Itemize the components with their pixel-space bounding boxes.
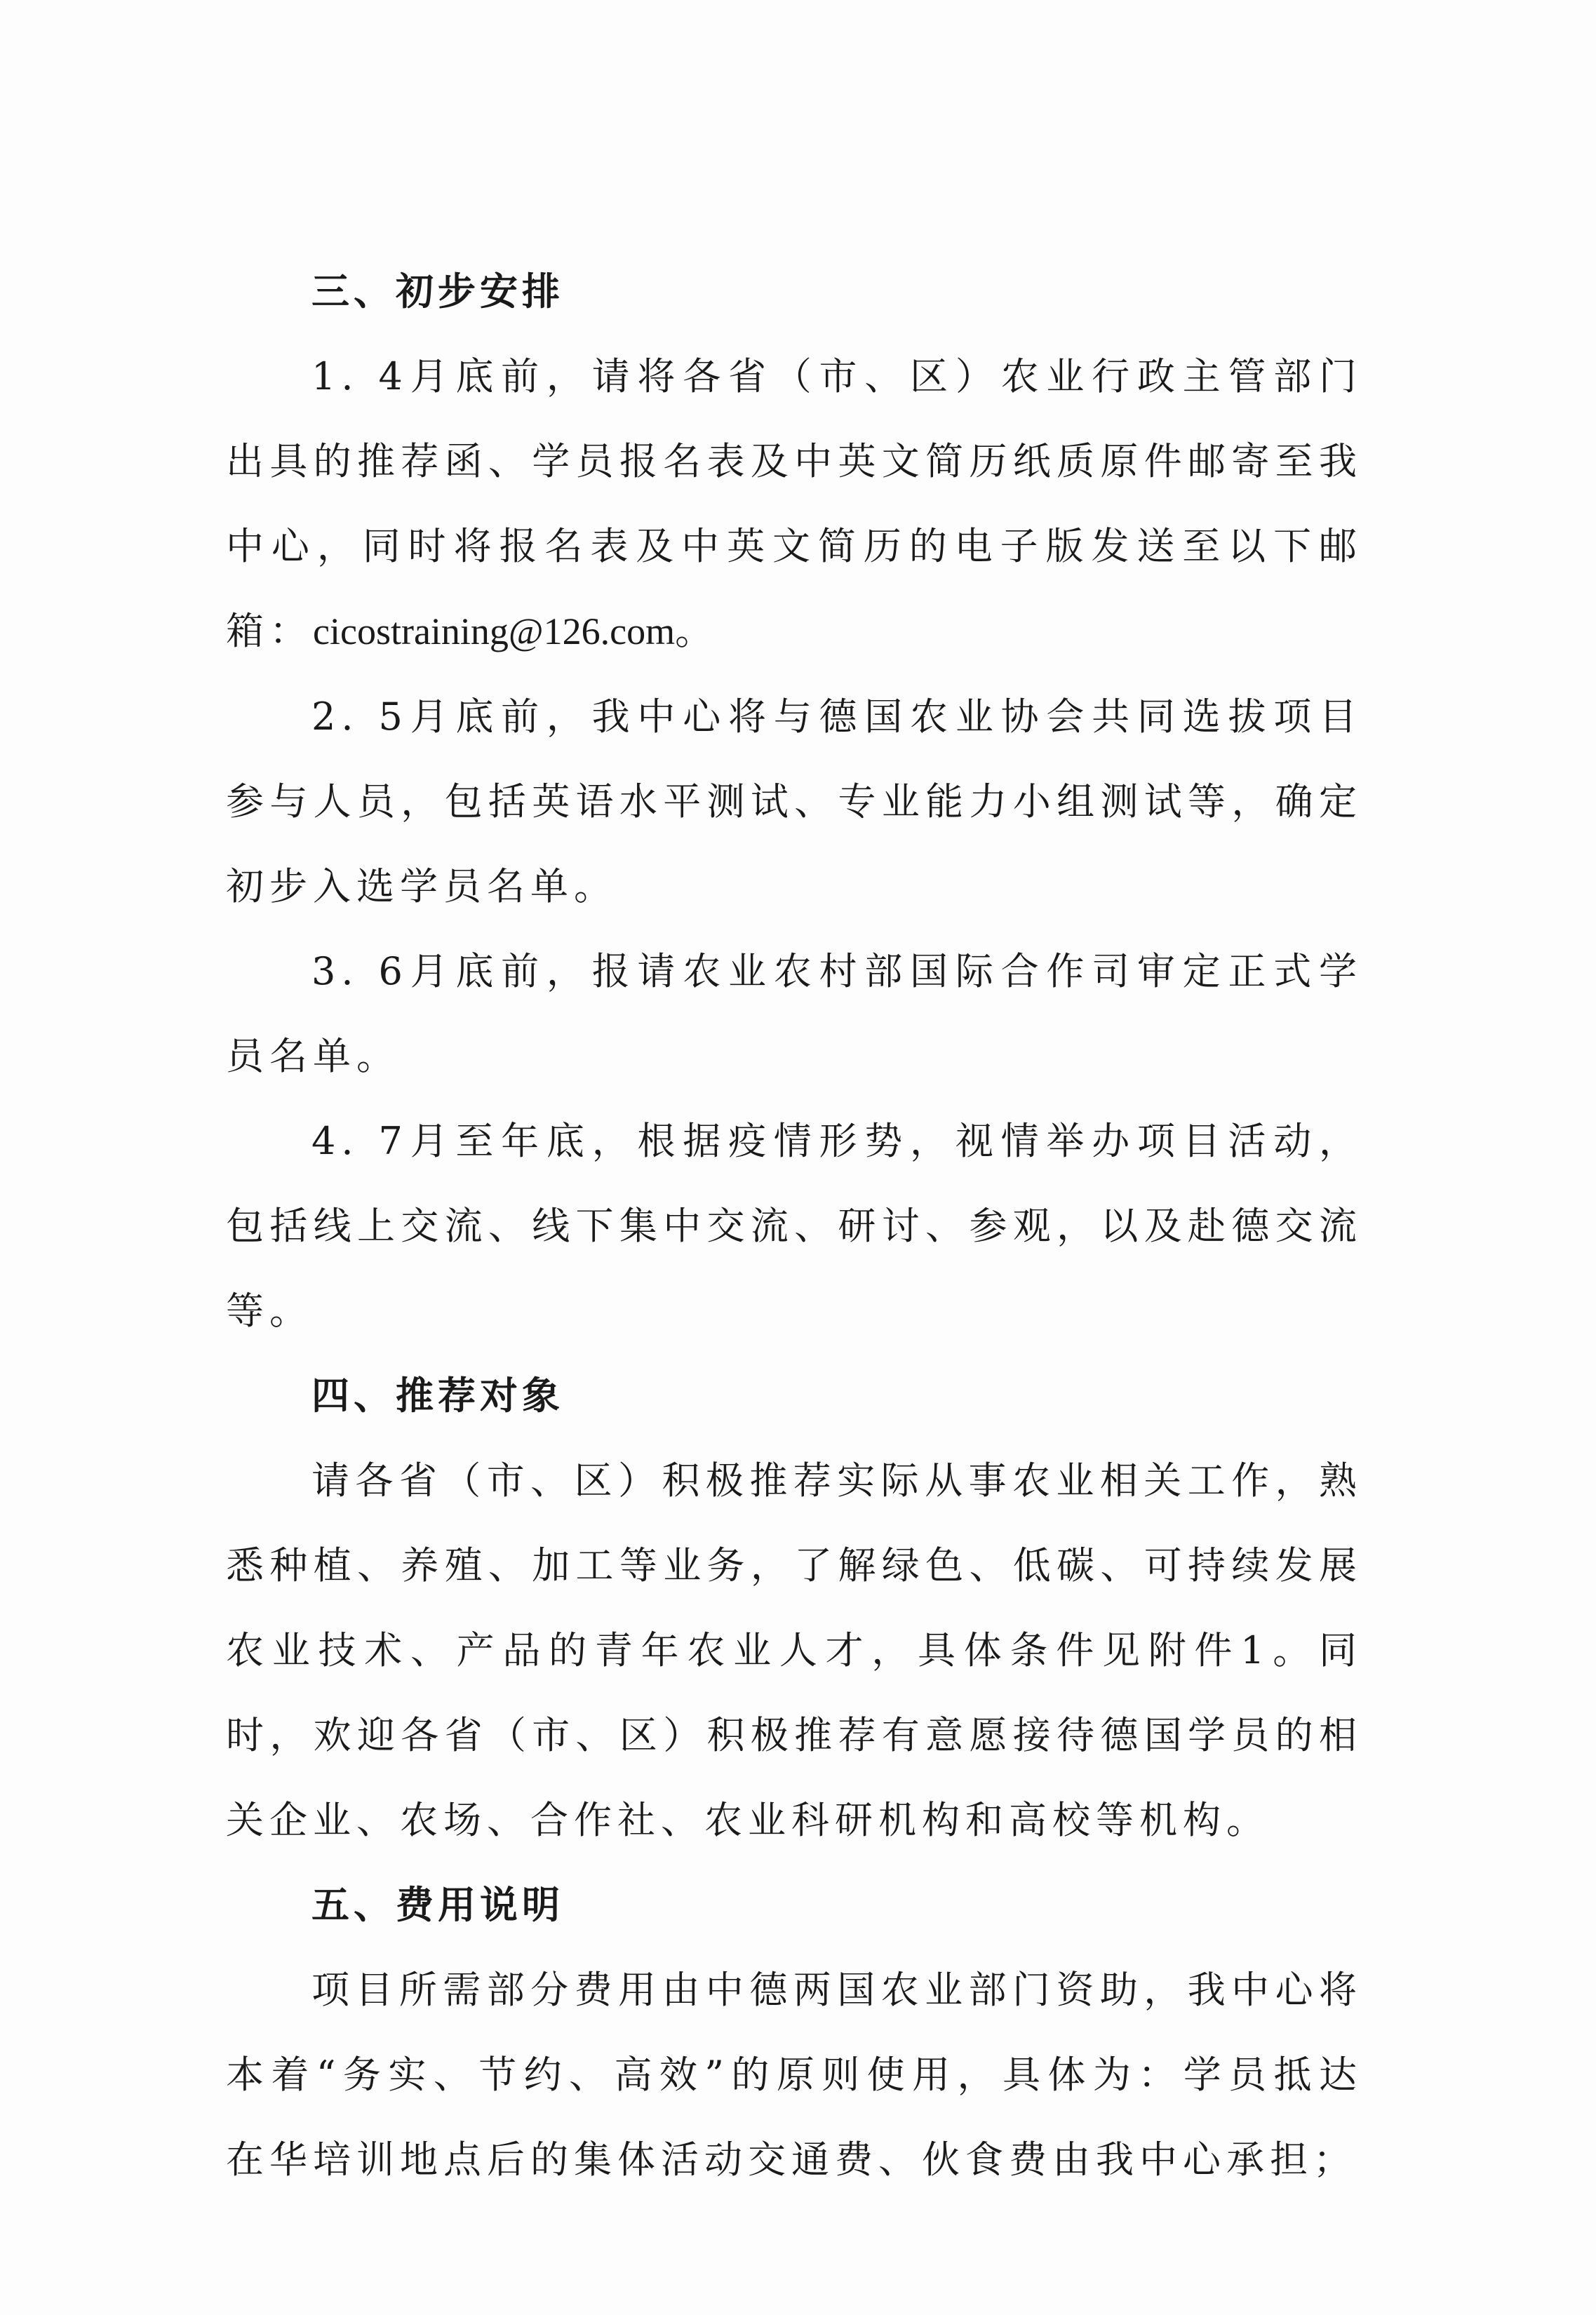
arrangement-item-4: 4. 7月至年底，根据疫情形势，视情举办项目活动，包括线上交流、线下集中交流、研讨、参观，以及赴德交流等。 — [226, 1119, 1362, 1333]
arrangement-item-1-text: 1. 4月底前，请将各省（市、区）农业行政主管部门出具的推荐函、学员报名表及中英文简历纸质原件邮寄至我中心，同时将报名表及中英文简历的电子版发送至以下邮箱： — [226, 354, 1362, 653]
arrangement-item-2: 2. 5月底前，我中心将与德国农业协会共同选拔项目参与人员，包括英语水平测试、专业能力小组测试等，确定初步入选学员名单。 — [226, 694, 1362, 908]
section-heading-arrangement: 三、初步安排 — [311, 269, 564, 314]
costs-paragraph: 项目所需部分费用由中德两国农业部门资助，我中心将本着“务实、节约、高效”的原则使用，具体为：学员抵达在华培训地点后的集体活动交通费、伙食费由我中心承担； — [226, 1968, 1362, 2182]
contact-email: cicostraining@126.com — [313, 610, 676, 652]
document-body — [226, 249, 1362, 2202]
arrangement-item-1 — [226, 334, 1362, 674]
section-heading-costs: 五、费用说明 — [311, 1883, 564, 1927]
arrangement-item-1-end: 。 — [675, 609, 719, 653]
arrangement-item-3: 3. 6月底前，报请农业农村部国际合作司审定正式学员名单。 — [226, 949, 1362, 1078]
section-heading-recommendation: 四、推荐对象 — [311, 1374, 564, 1418]
recommendation-paragraph: 请各省（市、区）积极推荐实际从事农业相关工作，熟悉种植、养殖、加工等业务，了解绿色、低碳、可持续发展农业技术、产品的青年农业人才，具体条件见附件1。同时，欢迎各省（市、区）积极推荐有意愿接待德国学员的相关企业、农场、合作社、农业科研机构和高校等机构。 — [226, 1458, 1362, 1842]
